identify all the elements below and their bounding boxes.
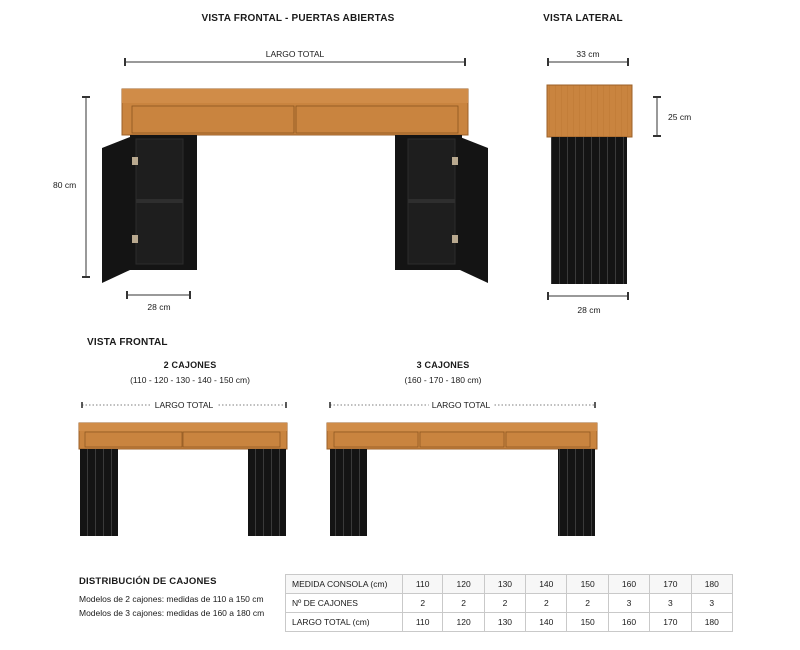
row-label: MEDIDA CONSOLA (cm) (286, 575, 403, 594)
depth-label-front: 28 cm (147, 302, 171, 312)
table-row (286, 613, 733, 632)
table-cell: 2 (403, 594, 443, 613)
table-cell: 3 (608, 594, 649, 613)
table-row (286, 575, 733, 594)
depth-label-side-top: 33 cm (576, 49, 600, 59)
table-cell: 140 (526, 575, 567, 594)
table-cell: 160 (608, 613, 649, 632)
table-cell: 120 (443, 613, 484, 632)
front-view-2-drawers (79, 405, 287, 536)
two-drawers-sizes: (110 - 120 - 130 - 140 - 150 cm) (130, 375, 250, 385)
table-cell: 150 (567, 613, 608, 632)
height-label: 80 cm (53, 180, 77, 190)
table-cell: 2 (567, 594, 608, 613)
row-label: LARGO TOTAL (cm) (286, 613, 403, 632)
front-view-3-drawers (327, 405, 597, 536)
top-height-label: 25 cm (668, 112, 692, 122)
side-view-title: VISTA LATERAL (543, 13, 623, 24)
table-cell: 3 (650, 594, 691, 613)
table-cell: 120 (443, 575, 484, 594)
table-cell: 180 (691, 575, 732, 594)
two-drawers-title: 2 CAJONES (163, 360, 217, 370)
table-cell: 140 (526, 613, 567, 632)
table-cell: 110 (403, 575, 443, 594)
table-cell: 2 (484, 594, 525, 613)
table-cell: 130 (484, 613, 525, 632)
table-row (286, 594, 733, 613)
table-cell: 170 (650, 575, 691, 594)
side-view (547, 62, 657, 296)
table-cell: 150 (567, 575, 608, 594)
spec-table (285, 574, 733, 632)
table-cell: 130 (484, 575, 525, 594)
table-cell: 2 (443, 594, 484, 613)
table-cell: 3 (691, 594, 732, 613)
table-cell: 180 (691, 613, 732, 632)
three-drawers-sizes: (160 - 170 - 180 cm) (404, 375, 482, 385)
largo-total-label: LARGO TOTAL (265, 49, 325, 59)
table-cell: 110 (403, 613, 443, 632)
front-view-open-doors (86, 62, 488, 295)
table-cell: 160 (608, 575, 649, 594)
row-label: Nº DE CAJONES (286, 594, 403, 613)
table-cell: 170 (650, 613, 691, 632)
section-title: VISTA FRONTAL (87, 337, 168, 348)
distribution-line-1: Modelos de 2 cajones: medidas de 110 a 150 cm (79, 594, 264, 604)
distribution-title: DISTRIBUCIÓN DE CAJONES (79, 576, 217, 587)
three-drawers-title: 3 CAJONES (416, 360, 470, 370)
two-drawers-largo: LARGO TOTAL (152, 400, 217, 410)
distribution-line-2: Modelos de 3 cajones: medidas de 160 a 180 cm (79, 608, 265, 618)
three-drawers-largo: LARGO TOTAL (429, 400, 494, 410)
depth-label-side-bottom: 28 cm (577, 305, 601, 315)
front-view-title: VISTA FRONTAL - PUERTAS ABIERTAS (201, 13, 395, 24)
table-cell: 2 (526, 594, 567, 613)
